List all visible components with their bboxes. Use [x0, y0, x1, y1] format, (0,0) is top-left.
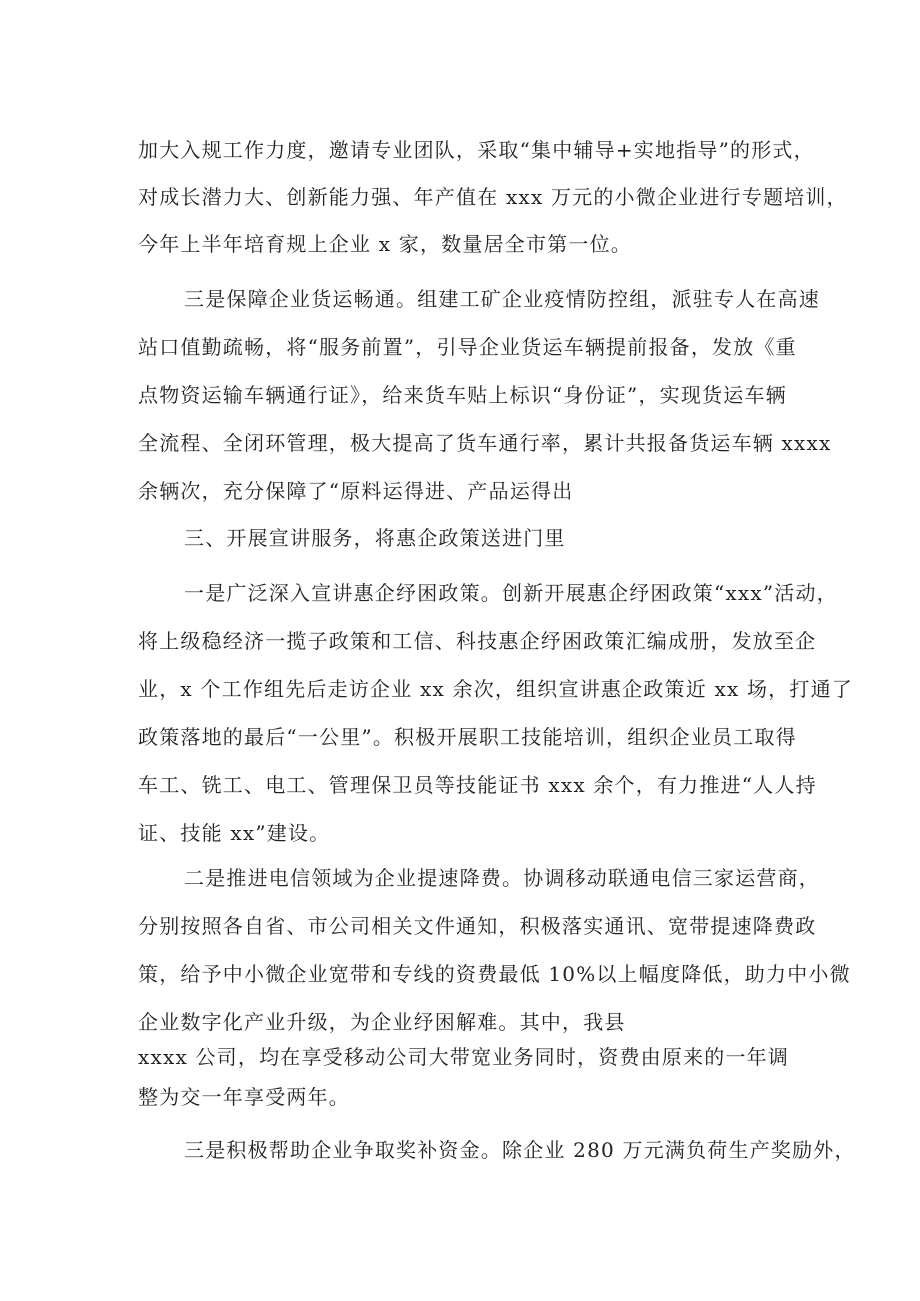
text-line: 车工、铣工、电工、管理保卫员等技能证书 xxx 余个，有力推进“人人持 — [138, 773, 817, 797]
text-line: 将上级稳经济一揽子政策和工信、科技惠企纾困政策汇编成册，发放至企 — [138, 629, 817, 653]
text-line: 整为交一年享受两年。 — [138, 1085, 350, 1109]
text-line: 点物资运输车辆通行证》，给来货车贴上标识“身份证”，实现货运车辆 — [138, 383, 787, 407]
text-line: xxxx 公司，均在享受移动公司大带宽业务同时，资费由原来的一年调 — [138, 1045, 790, 1069]
text-line: 今年上半年培育规上企业 x 家，数量居全市第一位。 — [138, 232, 632, 256]
text-line: 企业数字化产业升级，为企业纾困解难。其中，我县 — [138, 1010, 626, 1034]
text-line: 政策落地的最后“一公里”。积极开展职工技能培训，组织企业员工取得 — [138, 725, 797, 749]
text-line: 分别按照各自省、市公司相关文件通知，积极落实通讯、宽带提速降费政 — [138, 914, 817, 938]
section-heading: 三、开展宣讲服务，将惠企政策送进门里 — [184, 526, 566, 550]
text-line: 余辆次，充分保障了“原料运得进、产品运得出 — [138, 479, 574, 503]
text-line: 加大入规工作力度，邀请专业团队，采取“集中辅导+实地指导”的形式， — [138, 138, 815, 162]
paragraph-first-line: 一是广泛深入宣讲惠企纾困政策。创新开展惠企纾困政策“xxx”活动， — [184, 581, 838, 605]
text-line: 站口值勤疏畅，将“服务前置”，引导企业货运车辆提前报备，发放《重 — [138, 335, 797, 359]
paragraph-first-line: 三是保障企业货运畅通。组建工矿企业疫情防控组，派驻专人在高速 — [184, 287, 820, 311]
text-line: 业，x 个工作组先后走访企业 xx 余次，组织宣讲惠企政策近 xx 场，打通了 — [138, 677, 853, 701]
paragraph-first-line: 三是积极帮助企业争取奖补资金。除企业 280 万元满负荷生产奖励外， — [184, 1138, 856, 1162]
text-line: 对成长潜力大、创新能力强、年产值在 xxx 万元的小微企业进行专题培训， — [138, 185, 848, 209]
paragraph-first-line: 二是推进电信领域为企业提速降费。协调移动联通电信三家运营商， — [184, 866, 820, 890]
text-line: 全流程、全闭环管理，极大提高了货车通行率，累计共报备货运车辆 xxxx — [138, 431, 832, 455]
text-line: 策，给予中小微企业宽带和专线的资费最低 10%以上幅度降低，助力中小微 — [138, 962, 851, 986]
text-line: 证、技能 xx”建设。 — [138, 821, 331, 845]
